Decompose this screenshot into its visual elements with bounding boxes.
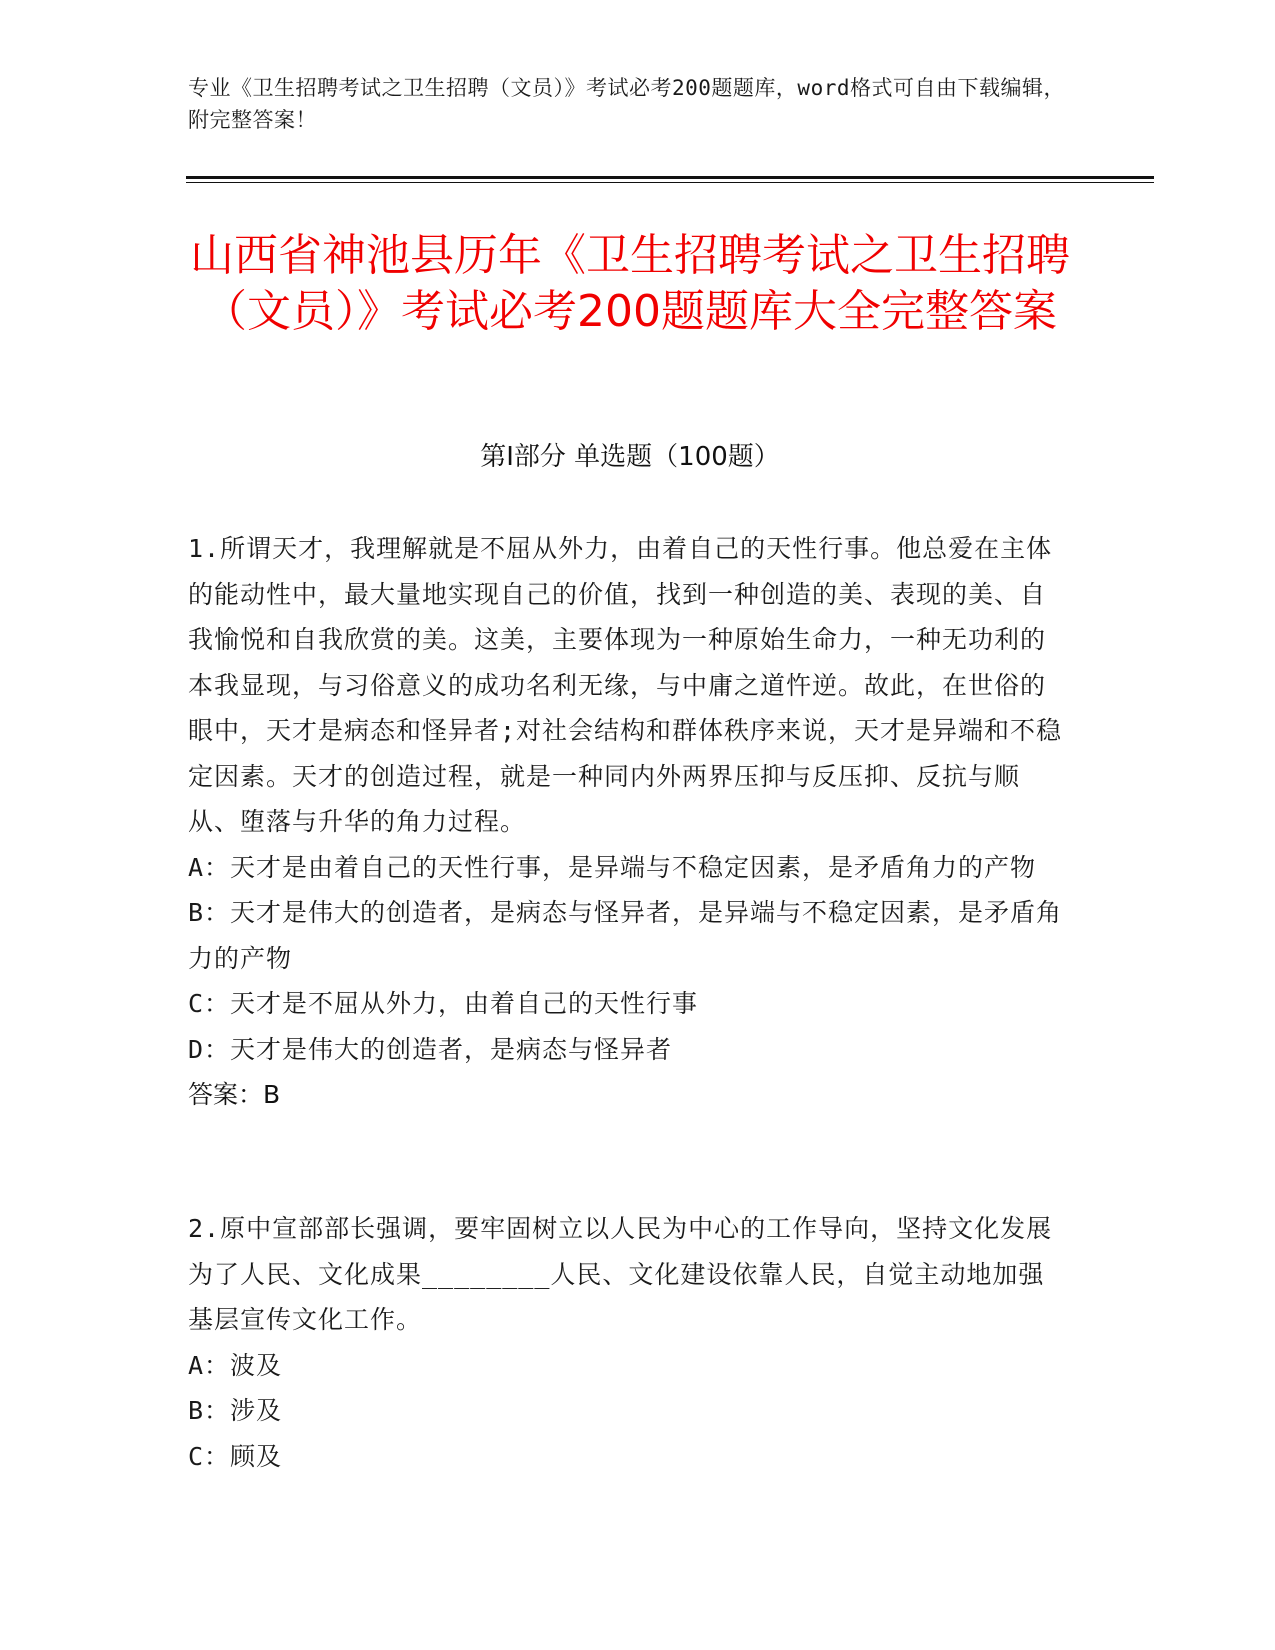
option-c: C：天才是不屈从外力，由着自己的天性行事 <box>188 989 699 1018</box>
option-b: B：天才是伟大的创造者，是病态与怪异者，是异端与不稳定因素，是矛盾角力的产物 <box>188 898 1063 973</box>
header-divider-thin <box>186 182 1154 183</box>
answer-line: 答案：B <box>188 1080 281 1109</box>
header-note: 专业《卫生招聘考试之卫生招聘（文员）》考试必考200题题库，word格式可自由下载编辑，附完整答案！ <box>188 76 1065 132</box>
document-title: 山西省神池县历年《卫生招聘考试之卫生招聘（文员）》考试必考200题题库大全完整答案 <box>190 230 1070 337</box>
question-1 <box>188 526 1068 1118</box>
question-2 <box>188 1206 1068 1479</box>
option-b: B：涉及 <box>188 1396 283 1425</box>
question-text: 1.所谓天才，我理解就是不屈从外力，由着自己的天性行事。他总爱在主体的能动性中，最大量地实现自己的价值，找到一种创造的美、表现的美、自我愉悦和自我欣赏的美。这美，主要体现为一种原始生命力，一种无功利的本我显现，与习俗意义的成功名利无缘，与中庸之道忤逆。故此，在世俗的眼中，天才是病态和怪异者;对社会结构和群体秩序来说，天才是异端和不稳定因素。天才的创造过程，就是一种同内外两界压抑与反压抑、反抗与顺从、堕落与升华的角力过程。 <box>188 534 1063 836</box>
option-a: A：天才是由着自己的天性行事，是异端与不稳定因素，是矛盾角力的产物 <box>188 852 1037 882</box>
header-divider-thick <box>186 176 1154 179</box>
option-c: C：顾及 <box>188 1441 283 1471</box>
section-title: 第I部分 单选题（100题） <box>480 442 780 472</box>
option-a: A：波及 <box>188 1350 283 1380</box>
question-text: 2.原中宣部部长强调，要牢固树立以人民为中心的工作导向，坚持文化发展为了人民、文化成果________人民、文化建设依靠人民，自觉主动地加强基层宣传文化工作。 <box>188 1214 1053 1334</box>
option-d: D：天才是伟大的创造者，是病态与怪异者 <box>188 1034 673 1064</box>
